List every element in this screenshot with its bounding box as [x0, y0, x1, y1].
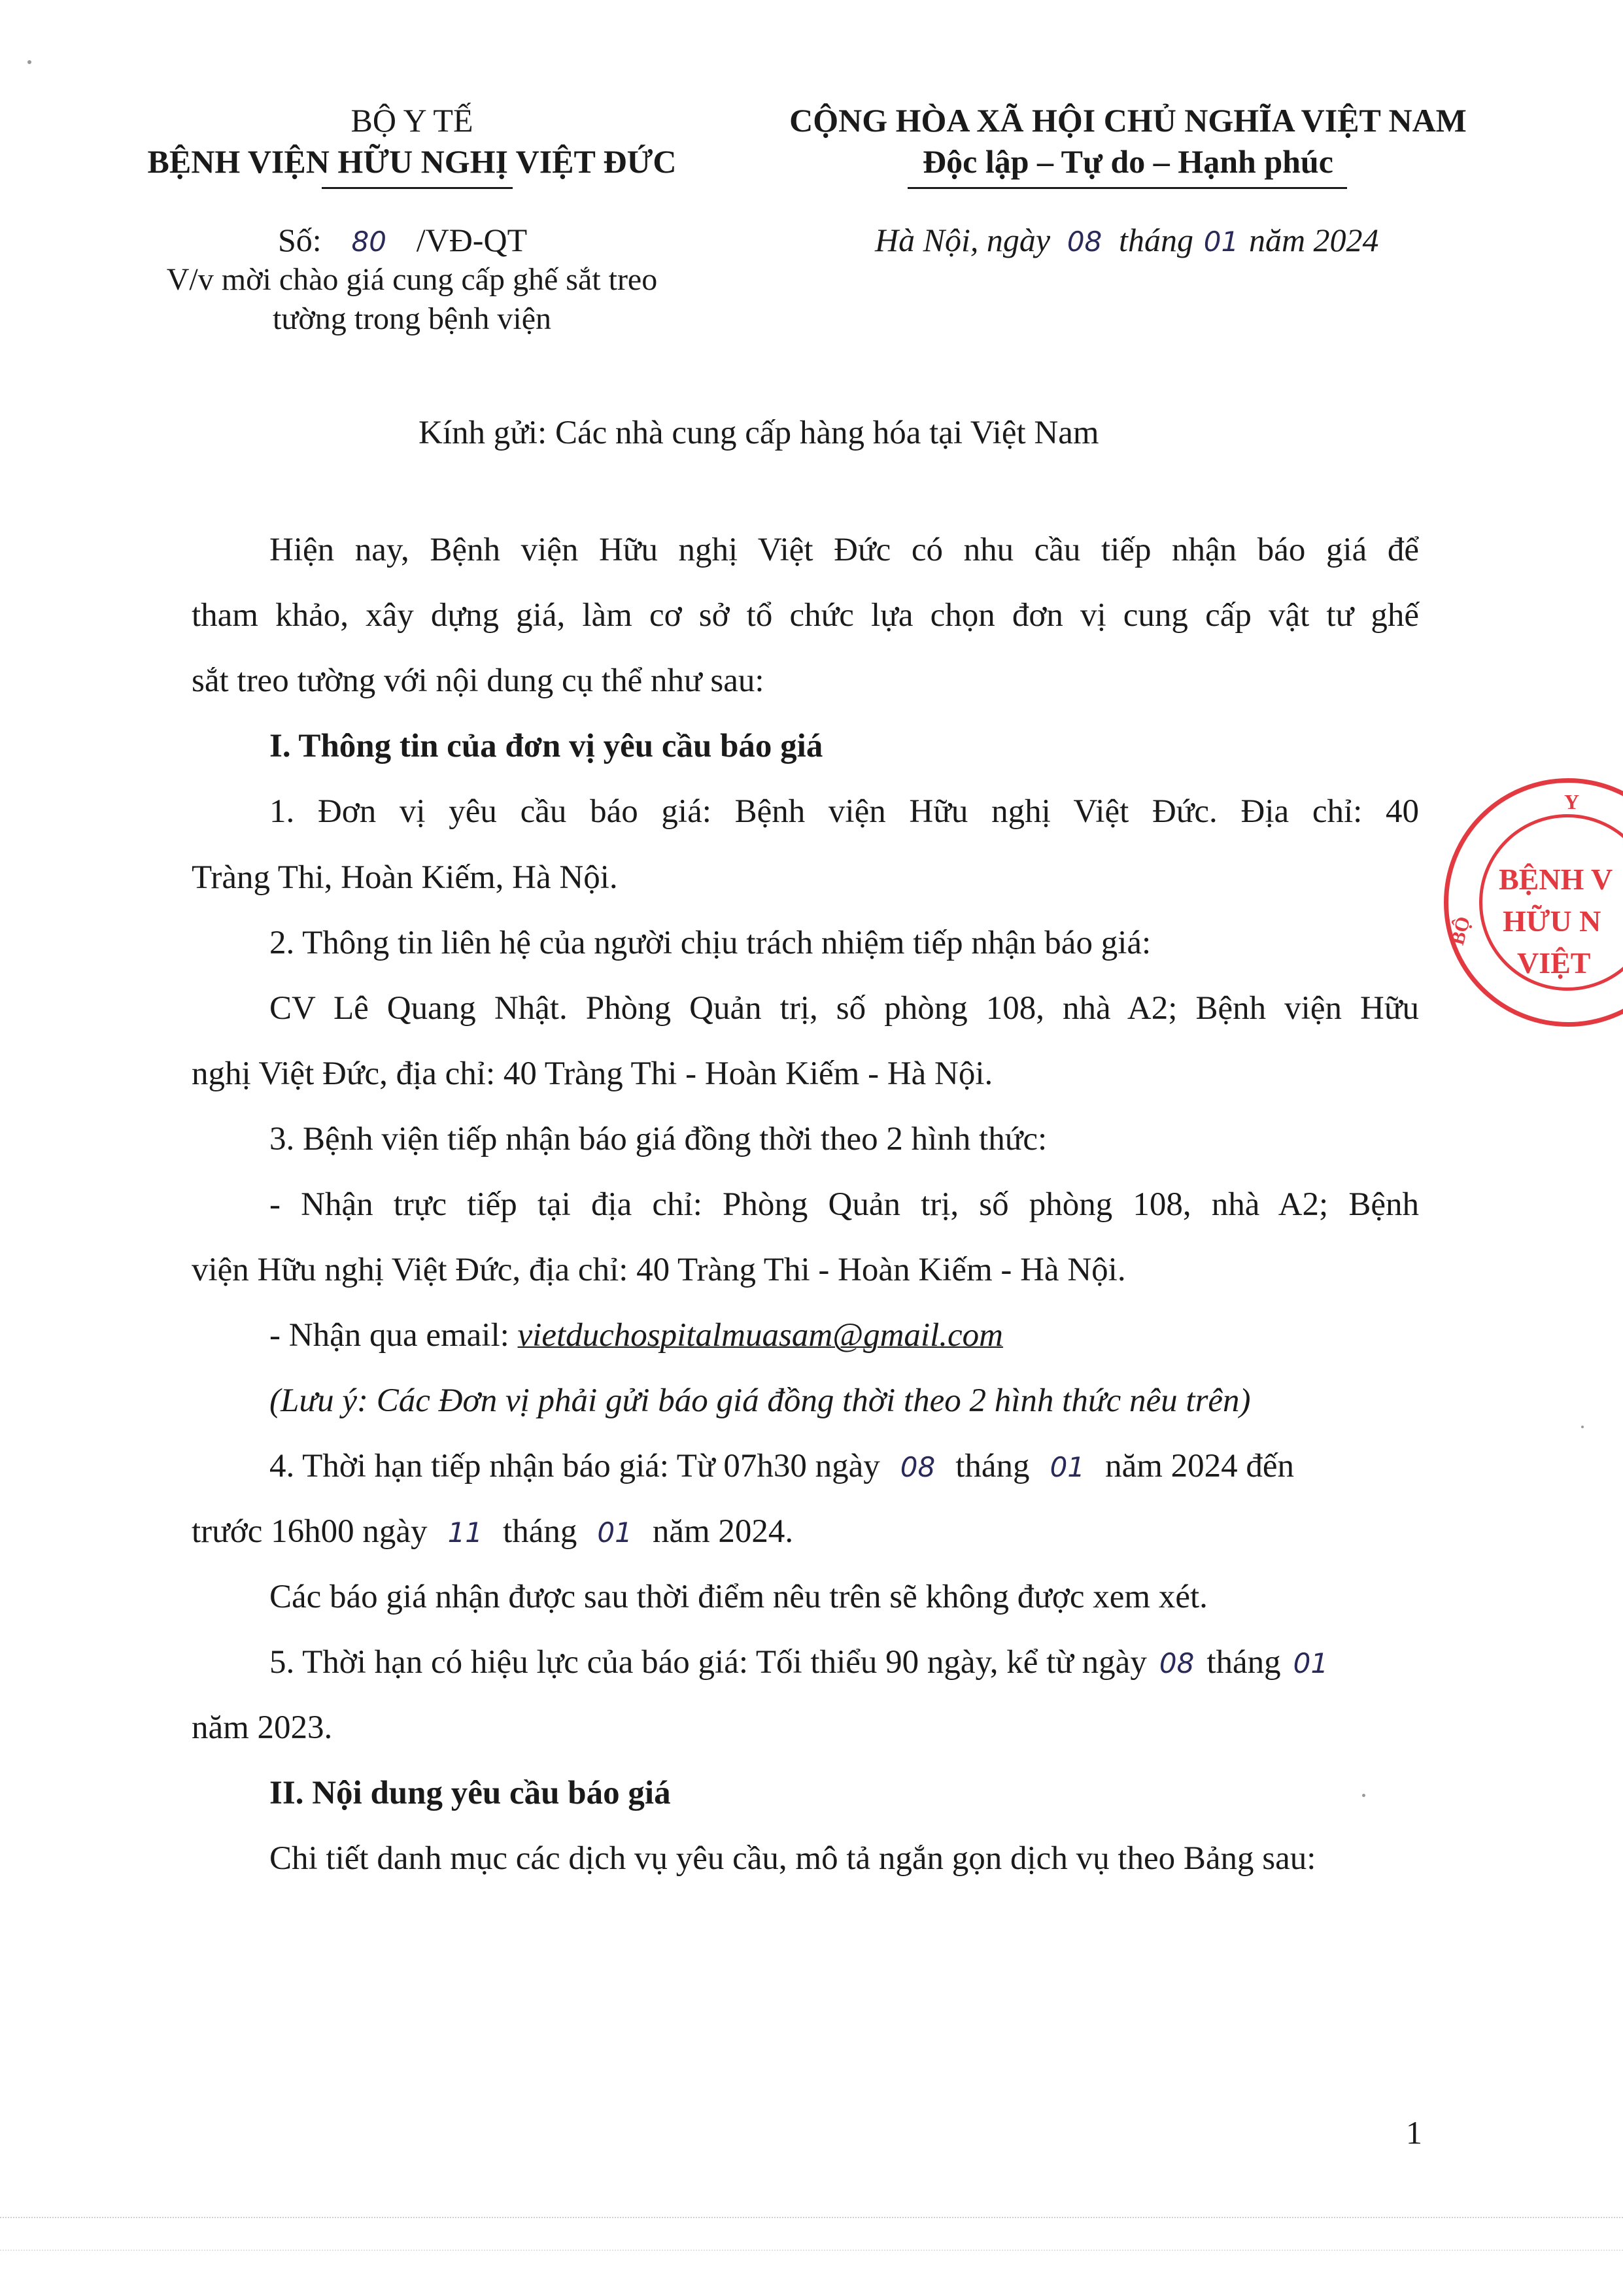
- item-4-line-1: [269, 1447, 1294, 1485]
- item-2-line-1: 2. Thông tin liên hệ của người chịu trách nhiệm tiếp nhận báo giá:: [269, 925, 1152, 961]
- document-number-suffix: /VĐ-QT: [416, 222, 528, 258]
- item-4-text-f: năm 2024.: [652, 1513, 794, 1550]
- item-4-day-2: 11: [447, 1516, 483, 1549]
- national-motto: Độc lập – Tự do – Hạnh phúc: [923, 143, 1333, 180]
- hospital-name-text: BỆNH VIỆN HỮU NGHỊ VIỆT ĐỨC: [147, 143, 677, 180]
- item-5-month: 01: [1293, 1647, 1329, 1679]
- item-5-line-1: [269, 1643, 1332, 1681]
- email-link[interactable]: vietduchospitalmuasam@gmail.com: [517, 1317, 1003, 1354]
- item-4-note: Các báo giá nhận được sau thời điểm nêu trên sẽ không được xem xét.: [269, 1579, 1208, 1615]
- item-4-text-a: 4. Thời hạn tiếp nhận báo giá: Từ 07h30 ngày: [269, 1448, 880, 1484]
- date-day: 08: [1067, 226, 1102, 258]
- section-2-line-1: Chi tiết danh mục các dịch vụ yêu cầu, mô tả ngắn gọn dịch vụ theo Bảng sau:: [269, 1840, 1316, 1877]
- item-4-text-b: tháng: [955, 1448, 1030, 1484]
- item-3-line-1: 3. Bệnh viện tiếp nhận báo giá đồng thời theo 2 hình thức:: [269, 1121, 1048, 1157]
- document-number-prefix: Số:: [278, 222, 322, 258]
- ministry-name: BỘ Y TẾ: [350, 102, 473, 139]
- intro-line-3: sắt treo tường với nội dung cụ thể như sau:: [192, 662, 764, 699]
- stamp-text-line-2: HỮU N: [1503, 904, 1601, 938]
- subject-line-1: V/v mời chào giá cung cấp ghế sắt treo: [166, 262, 658, 297]
- item-4-month-2: 01: [597, 1516, 632, 1549]
- scan-bottom-line-1: [0, 2217, 1623, 2219]
- intro-line-1: Hiện nay, Bệnh viện Hữu nghị Việt Đức có nhu cầu tiếp nhận báo giá để: [269, 532, 1419, 568]
- item-5-text-a: 5. Thời hạn có hiệu lực của báo giá: Tối thiểu 90 ngày, kể từ ngày: [269, 1644, 1147, 1681]
- item-3-line-2: - Nhận trực tiếp tại địa chỉ: Phòng Quản trị, số phòng 108, nhà A2; Bệnh: [269, 1186, 1419, 1223]
- item-4-text-e: tháng: [503, 1513, 577, 1550]
- item-5-day: 08: [1159, 1647, 1195, 1679]
- intro-line-2: tham khảo, xây dựng giá, làm cơ sở tổ chức lựa chọn đơn vị cung cấp vật tư ghế: [192, 597, 1419, 634]
- document-number-value: 80: [351, 226, 386, 258]
- item-1-line-2: Tràng Thi, Hoàn Kiếm, Hà Nội.: [192, 859, 618, 896]
- item-3-email-line: [269, 1316, 1003, 1354]
- stamp-side-text: BỘ: [1446, 914, 1475, 948]
- item-4-day-1: 08: [900, 1451, 936, 1483]
- salutation: Kính gửi: Các nhà cung cấp hàng hóa tại Việt Nam: [419, 415, 1099, 451]
- section-1-heading: I. Thông tin của đơn vị yêu cầu báo giá: [269, 728, 823, 764]
- hospital-name: [118, 143, 706, 181]
- scan-speck: [1581, 1426, 1584, 1428]
- stamp-top-letter: Y: [1564, 790, 1580, 814]
- item-2-line-3: nghị Việt Đức, địa chỉ: 40 Tràng Thi - Hoàn Kiếm - Hà Nội.: [192, 1055, 993, 1092]
- item-2-line-2: CV Lê Quang Nhật. Phòng Quản trị, số phòng 108, nhà A2; Bệnh viện Hữu: [269, 990, 1419, 1027]
- item-3-line-3: viện Hữu nghị Việt Đức, địa chỉ: 40 Tràng Thi - Hoàn Kiếm - Hà Nội.: [192, 1252, 1126, 1288]
- subject-line-2: tường trong bệnh viện: [273, 301, 551, 336]
- date-year: năm 2024: [1248, 222, 1379, 258]
- item-5-line-2: năm 2023.: [192, 1709, 333, 1746]
- date-month-label: tháng: [1119, 222, 1193, 258]
- hospital-underline: [322, 187, 513, 189]
- page-number: 1: [1406, 2114, 1422, 2151]
- date-month: 01: [1203, 226, 1239, 258]
- scan-speck: [1362, 1794, 1365, 1797]
- stamp-text-line-3: VIỆT: [1517, 946, 1591, 980]
- item-4-text-d: trước 16h00 ngày: [192, 1513, 428, 1550]
- motto-underline: [908, 187, 1347, 189]
- scan-speck: [27, 60, 31, 64]
- item-4-text-c: năm 2024 đến: [1105, 1448, 1295, 1484]
- item-4-line-2: [192, 1513, 793, 1551]
- item-4-month-1: 01: [1050, 1451, 1085, 1483]
- section-2-heading: II. Nội dung yêu cầu báo giá: [269, 1775, 671, 1811]
- stamp-text-line-1: BỆNH V: [1499, 863, 1613, 896]
- country-name: CỘNG HÒA XÃ HỘI CHỦ NGHĨA VIỆT NAM: [789, 102, 1467, 139]
- email-label: - Nhận qua email:: [269, 1317, 509, 1354]
- item-5-text-b: tháng: [1206, 1644, 1281, 1681]
- date-prefix: Hà Nội, ngày: [875, 222, 1051, 258]
- scan-bottom-line-2: [0, 2250, 1623, 2252]
- item-3-note: (Lưu ý: Các Đơn vị phải gửi báo giá đồng thời theo 2 hình thức nêu trên): [269, 1382, 1251, 1419]
- issue-date: [875, 221, 1379, 259]
- document-number: [278, 221, 527, 259]
- item-1-line-1: 1. Đơn vị yêu cầu báo giá: Bệnh viện Hữu nghị Việt Đức. Địa chỉ: 40: [269, 793, 1419, 830]
